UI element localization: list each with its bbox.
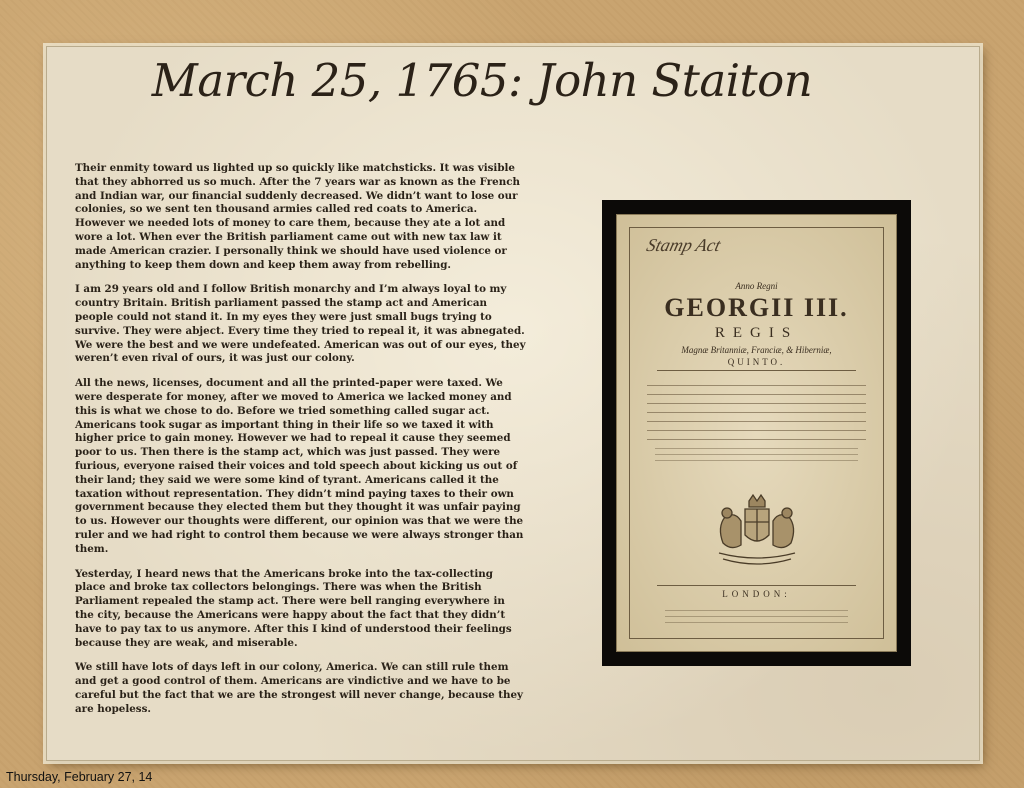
regis-text: REGIS [714,325,799,341]
london-imprint-heading: LONDON: [722,589,791,599]
king-name-heading: GEORGII III. [664,293,849,322]
quinto-text: QUINTO. [727,357,786,367]
printed-text-block [647,377,866,477]
footer-date: Thursday, February 27, 14 [6,770,153,784]
printer-imprint-block [657,605,856,628]
realms-text: Magnæ Britanniæ, Franciæ, & Hiberniæ, [681,345,832,355]
divider [657,585,856,586]
document-page [616,214,897,652]
paragraph: All the news, licenses, document and all the printed-paper were taxed. We were desperate for money, after we moved to America we lacked money and this is what we chose to do. Before we tried something called sugar act. Americans took sugar as important thing in their life so we taxed it with higher price to gain money. However we had to repeal it cause they seemed poor to us. Then there is the stamp act, which was just passed. They were furious, everyone raised their voices and told speech about kicking us out of their land; they said we were some kind of tyrant. Americans called it the taxation without representation. They didn’t mind paying taxes to their own government because they elected them but they thought it was unfair paying to us. However our thoughts were different, our opinion was that we were the ruler and we had right to control them because we were always stronger than them. [75,377,524,555]
slide-title: March 25, 1765: John Staiton [151,54,813,107]
paragraph: Their enmity toward us lighted up so quickly like matchsticks. It was visible that they abhorred us so much. After the 7 years war as known as the French and Indian war, our financial suddenly decreased. We didn’t want to lose our colonies, so we sent ten thousand armies called red coats to America. However we needed lots of money to care them, because they ate a lot and wore a lot. When ever the British parliament came out with new tax law it made American crazier. I personally think we should have used violence or anything to keep them down and keep them away from rebelling. [75,162,520,271]
handwritten-inscription: Stamp Act [644,235,723,255]
royal-coat-of-arms-icon [705,487,809,571]
paragraph: I am 29 years old and I follow British monarchy and I’m always loyal to my country Britain. British parliament passed the stamp act and American people could not stand it. In my eyes they were just small bugs trying to survive. They were abject. Every time they tried to repeal it, it was abnegated. We were the best and we were undefeated. American was out of our eyes, they weren’t even rival of ours, it was just our colony. [75,283,526,365]
stamp-act-document-photo [602,200,911,666]
divider [657,370,856,371]
journal-text [75,162,527,727]
paragraph: We still have lots of days left in our colony, America. We can still rule them and get a good control of them. Americans are vindictive and we have to be careful but the fact that we are the strongest will never change, because they are hopeless. [75,661,524,715]
anno-regni-text: Anno Regni [735,281,778,291]
paragraph: Yesterday, I heard news that the Americans broke into the tax-collecting place and broke tax collectors belongings. There was when the British Parliament repealed the stamp act. There were bell ranging everywhere in the city, because the Americans were happy about the fact that they didn’t have to pay tax to us anymore. After this I kind of understood their feelings because they are weak, and miserable. [75,567,512,649]
